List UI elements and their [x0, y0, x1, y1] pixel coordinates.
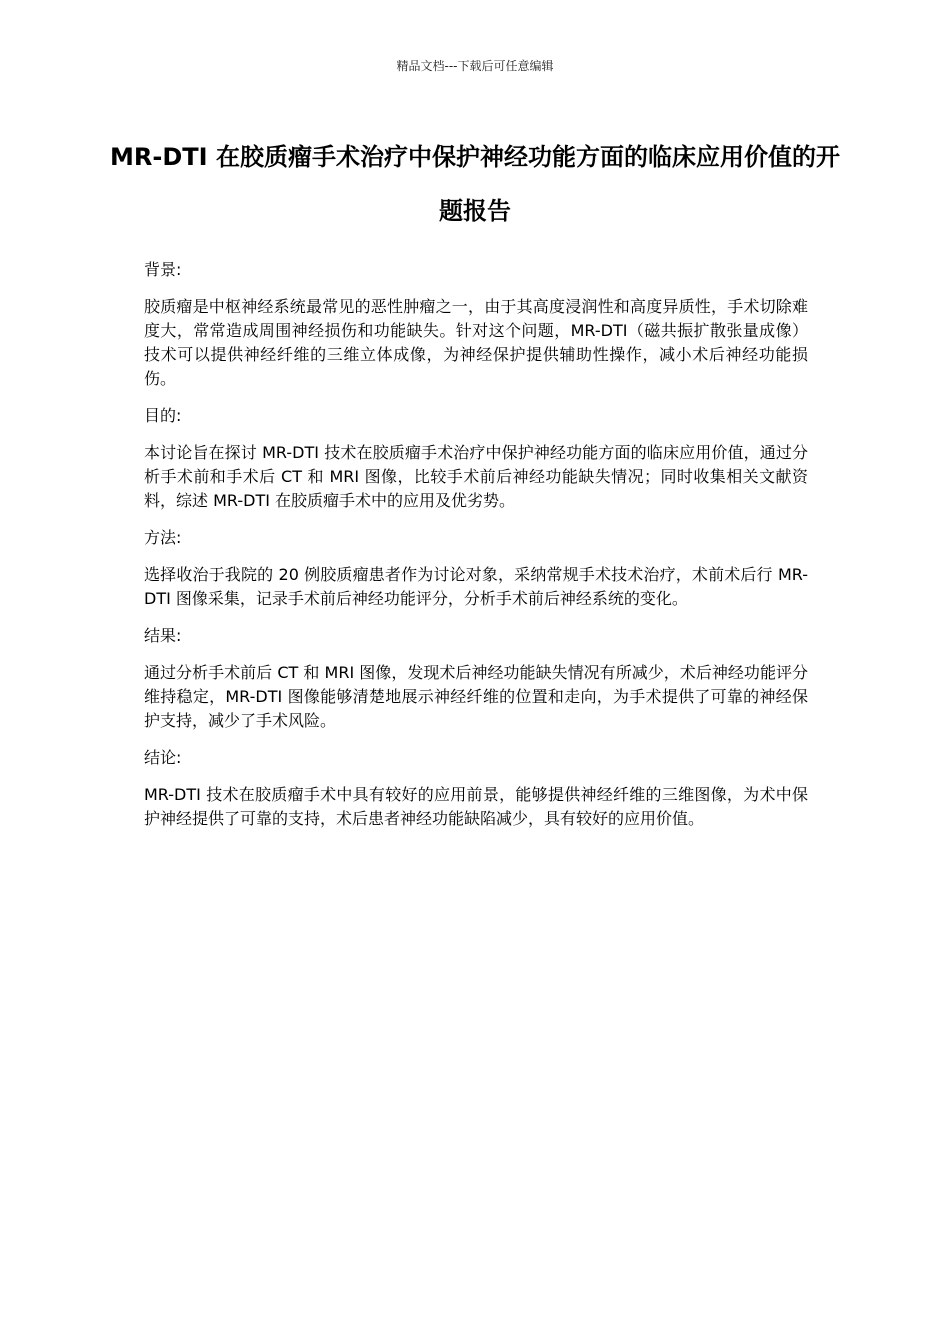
section-background — [144, 258, 808, 391]
document-title: MR-DTI 在胶质瘤手术治疗中保护神经功能方面的临床应用价值的开题报告 — [110, 143, 840, 225]
section-body: 本讨论旨在探讨 MR-DTI 技术在胶质瘤手术治疗中保护神经功能方面的临床应用价值，通过分析手术前和手术后 CT 和 MRI 图像，比较手术前后神经功能缺失情况；同时收集相关文献资料，综述 MR-DTI 在胶质瘤手术中的应用及优劣势。 — [144, 443, 808, 510]
section-body: MR-DTI 技术在胶质瘤手术中具有较好的应用前景，能够提供神经纤维的三维图像，为术中保护神经提供了可靠的支持，术后患者神经功能缺陷减少，具有较好的应用价值。 — [144, 785, 808, 828]
section-body: 通过分析手术前后 CT 和 MRI 图像，发现术后神经功能缺失情况有所减少，术后神经功能评分维持稳定，MR-DTI 图像能够清楚地展示神经纤维的位置和走向，为手术提供了可靠的神经保护支持，减少了手术风险。 — [144, 663, 808, 730]
section-label: 结果: — [144, 626, 182, 645]
section-label: 方法: — [144, 528, 182, 547]
document-content — [144, 258, 808, 844]
section-objective — [144, 404, 808, 513]
section-conclusion — [144, 746, 808, 831]
section-label: 结论: — [144, 748, 182, 767]
section-results — [144, 624, 808, 733]
header-note: 精品文档---下载后可任意编辑 — [396, 59, 554, 73]
section-methods — [144, 526, 808, 611]
section-label: 目的: — [144, 406, 182, 425]
section-body: 选择收治于我院的 20 例胶质瘤患者作为讨论对象，采纳常规手术技术治疗，术前术后行 MR-DTI 图像采集，记录手术前后神经功能评分，分析手术前后神经系统的变化。 — [144, 565, 808, 608]
section-label: 背景: — [144, 260, 182, 279]
section-body: 胶质瘤是中枢神经系统最常见的恶性肿瘤之一，由于其高度浸润性和高度异质性，手术切除难度大，常常造成周围神经损伤和功能缺失。针对这个问题，MR-DTI（磁共振扩散张量成像）技术可以提供神经纤维的三维立体成像，为神经保护提供辅助性操作，减小术后神经功能损伤。 — [144, 297, 808, 388]
